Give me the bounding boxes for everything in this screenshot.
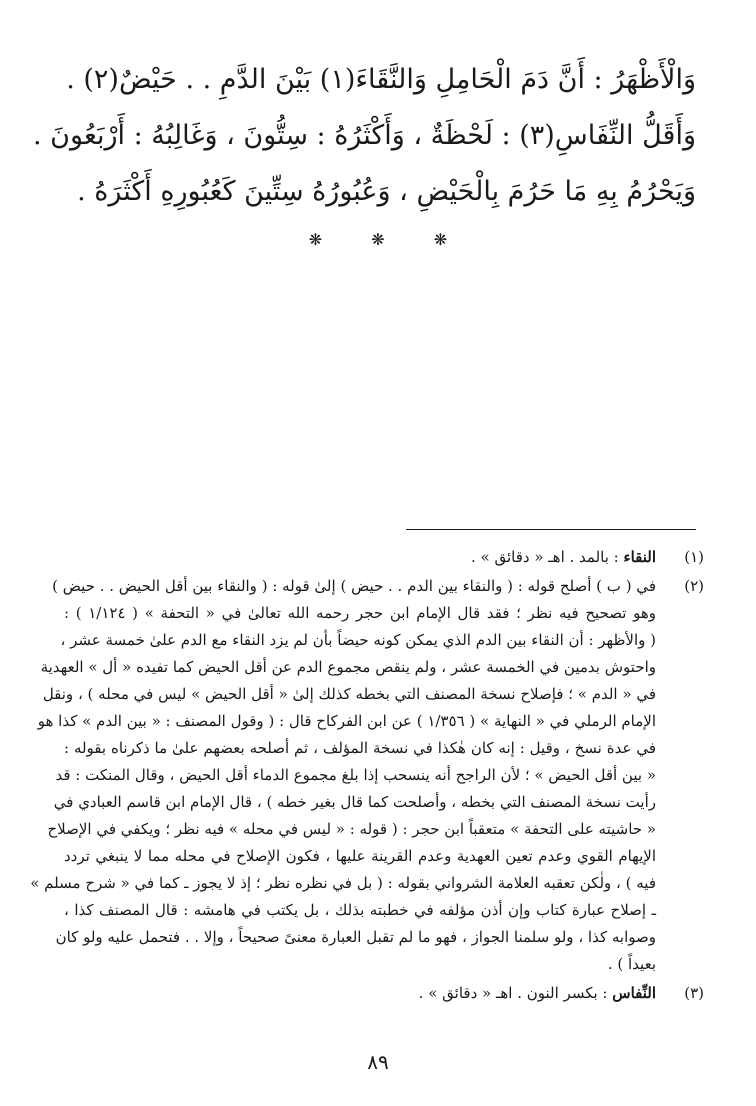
- footnote-line: ( والأظهر : أن النقاء بين الدم الذي يمكن كونه حيضاً بأن لم يزد النقاء مع الدم علىٰ خمسة عشر ،: [60, 631, 656, 649]
- footnote-line: فيه ) ، ولٰكن تعقبه العلامة الشرواني بقوله : ( بل في نظره نظر ؛ إذ لا يجوز ـ كما في « شرح مسلم »: [30, 874, 656, 892]
- footnote-line: في عدة نسخ ، وقيل : إنه كان هٰكذا في نسخة المؤلف ، ثم أصلحه بعضهم علىٰ ما ذكرناه بقوله :: [64, 739, 656, 757]
- footnote-line: [64, 980, 656, 1007]
- footnote-number: (١): [684, 548, 704, 566]
- footnote-line: « حاشيته على التحفة » متعقباً ابن حجر : ( قوله : « ليس في محله » فيه نظر ؛ ويكفي في الإصلاح: [47, 820, 656, 838]
- footnote-line: الإمام الرملي في « النهاية » ( ١/٣٥٦ ) عن ابن الفركاح قال : ( وقول المصنف : « بين الدم » كذا هو: [37, 712, 656, 730]
- footnote-3: [64, 980, 704, 1007]
- footnote-divider: [406, 529, 696, 530]
- footnote-line: ـ إصلاح عبارة كتاب وإن أذن مؤلفه في خطبته بذلك ، بل يكتب في هامشه : قال المصنف كذا ،: [64, 901, 656, 919]
- footnote-number: (٢): [684, 577, 704, 595]
- footnotes: [30, 544, 704, 1009]
- main-text-line: وَيَحْرُمُ بِهِ مَا حَرُمَ بِالْحَيْضِ ، وَعُبُورُهُ سِتِّينَ كَعُبُورِهِ أَكْثَرَهُ .: [77, 176, 696, 207]
- footnote-line: « بين أقل الحيض » ؛ لأن الراجح أنه ينسحب إذا بلغ مجموع الدماء أقل الحيض ، وقال المنكت : قد: [55, 766, 656, 784]
- footnote-line: في « الدم » ؛ فإصلاح نسخة المصنف التي بخطه كذلك إلىٰ « أقل الحيض » ليس في محله ) ، ونقل: [42, 685, 656, 703]
- footnote-number: (٣): [684, 984, 704, 1002]
- footnote-line: [64, 544, 656, 571]
- footnote-1: [64, 544, 704, 571]
- section-separator: ❋ ❋ ❋: [308, 230, 470, 249]
- main-text-line: وَالْأَظْهَرُ : أَنَّ دَمَ الْحَامِلِ وَالنَّقَاءَ(١) بَيْنَ الدَّمِ . . حَيْضٌ(٢) .: [66, 64, 696, 95]
- footnote-line: واحتوش بدمين في الخمسة عشر ، ولم ينقص مجموع الدم عن أقل الحيض كما تفيده « أل » العهدية: [40, 658, 656, 676]
- footnote-line: وهو تصحيح فيه نظر ؛ فقد قال الإمام ابن حجر رحمه الله تعالىٰ في « التحفة » ( ١/١٢٤ ) :: [64, 604, 656, 622]
- footnote-line: بعيداً ) .: [607, 955, 656, 973]
- footnote-text: : بكسر النون . اهـ « دقائق » .: [418, 984, 608, 1002]
- page-number: ٨٩: [367, 1050, 389, 1074]
- footnote-line: في ( ب ) أصلح قوله : ( والنقاء بين الدم . . حيض ) إلىٰ قوله : ( والنقاء بين أقل الحيض . . حيض ): [52, 577, 656, 595]
- footnote-line: وصوابه كذا ، ولو سلمنا الجواز ، فهو ما لم تقبل العبارة معنىً صحيحاً ، وإلا . . فتحمل عليه ولو كان: [55, 928, 656, 946]
- footnote-text: : بالمد . اهـ « دقائق » .: [470, 548, 619, 566]
- main-text: [33, 52, 696, 220]
- footnote-term: النِّفاس: [612, 984, 656, 1002]
- main-text-line: وَأَقَلُّ النِّفَاسِ(٣) : لَحْظَةٌ ، وَأَكْثَرُهُ : سِتُّونَ ، وَغَالِبُهُ : أَرْبَعُونَ .: [33, 120, 696, 151]
- footnote-term: النقاء: [623, 548, 656, 566]
- footnote-line: الإيهام القوي وعدم تعين العهدية وعدم القرينة عليها ، فكون الإصلاح في محله مما لا ينبغي تردد: [64, 847, 656, 865]
- footnote-2: [30, 573, 704, 978]
- footnote-line: رأيت نسخة المصنف التي بخطه ، وأصلحت كما قال بغير خطه ) ، قال الإمام ابن قاسم العبادي في: [53, 793, 656, 811]
